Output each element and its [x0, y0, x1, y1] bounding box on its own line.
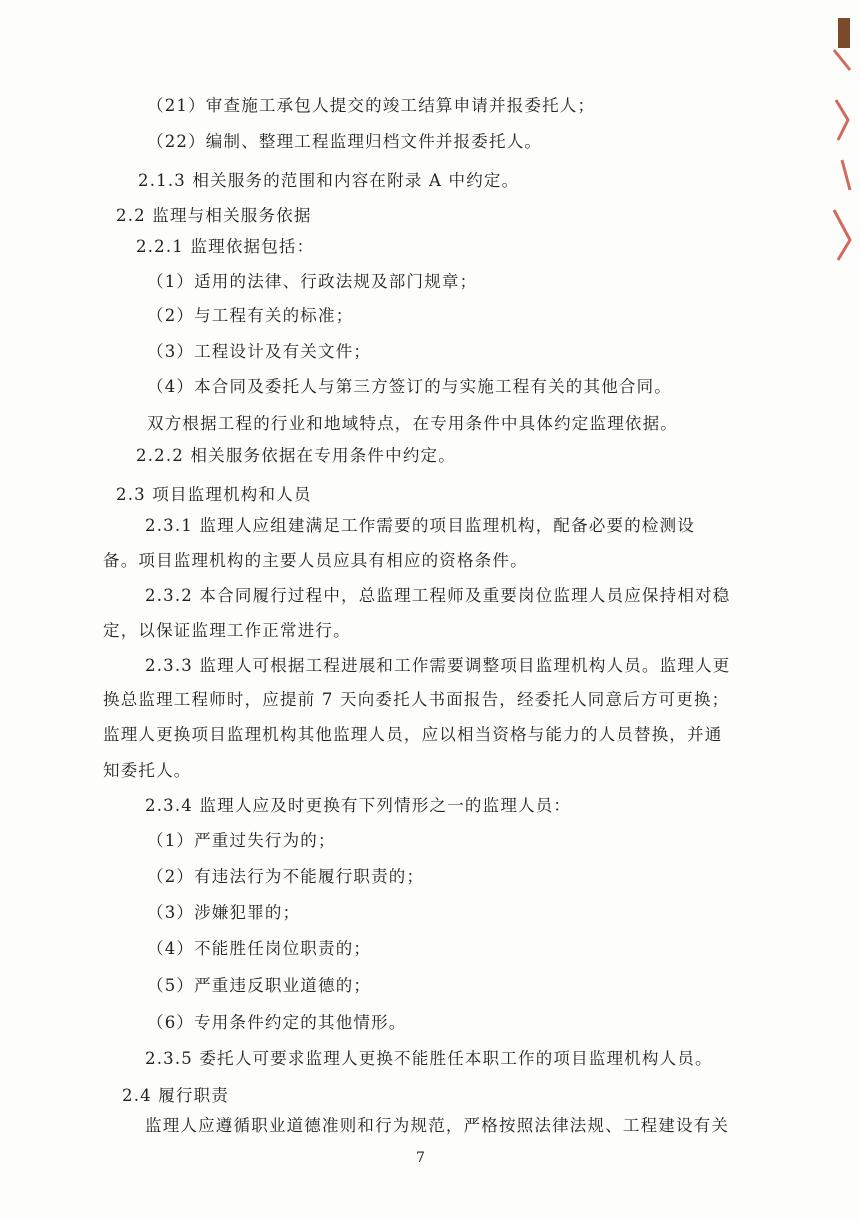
text-line: （21）审查施工承包人提交的竣工结算申请并报委托人；: [147, 96, 596, 115]
section-heading: 2.4 履行职责: [122, 1086, 230, 1105]
text-line: 2.1.3 相关服务的范围和内容在附录 A 中约定。: [138, 171, 520, 190]
list-item: （1）严重过失行为的；: [147, 831, 336, 850]
list-item: （2）与工程有关的标准；: [147, 306, 354, 325]
list-item: （3）涉嫌犯罪的；: [147, 903, 301, 922]
text-line: 2.3.2 本合同履行过程中，总监理工程师及重要岗位监理人员应保持相对稳: [145, 586, 731, 605]
text-line: 备。项目监理机构的主要人员应具有相应的资格条件。: [103, 551, 528, 570]
text-line: （22）编制、整理工程监理归档文件并报委托人。: [147, 132, 543, 151]
list-item: （4）不能胜任岗位职责的；: [147, 939, 372, 958]
list-item: （2）有违法行为不能履行职责的；: [147, 867, 425, 886]
list-item: （6）专用条件约定的其他情形。: [147, 1013, 407, 1032]
page-number: 7: [416, 1150, 425, 1166]
text-line: 定，以保证监理工作正常进行。: [103, 621, 351, 640]
text-line: 双方根据工程的行业和地域特点，在专用条件中具体约定监理依据。: [147, 414, 678, 433]
section-heading: 2.2 监理与相关服务依据: [116, 206, 312, 225]
seal-stamp-edge: [828, 40, 856, 270]
list-item: （5）严重违反职业道德的；: [147, 976, 372, 995]
text-line: 2.2.1 监理依据包括：: [136, 237, 315, 256]
list-item: （4）本合同及委托人与第三方签订的与实施工程有关的其他合同。: [147, 377, 672, 396]
text-line: 监理人应遵循职业道德准则和行为规范，严格按照法律法规、工程建设有关: [145, 1116, 730, 1135]
list-item: （3）工程设计及有关文件；: [147, 342, 372, 361]
text-line: 2.3.1 监理人应组建满足工作需要的项目监理机构，配备必要的检测设: [145, 516, 696, 535]
text-line: 换总监理工程师时，应提前 7 天向委托人书面报告，经委托人同意后方可更换；: [103, 690, 730, 709]
section-heading: 2.3 项目监理机构和人员: [116, 485, 312, 504]
text-line: 2.2.2 相关服务依据在专用条件中约定。: [136, 446, 456, 465]
text-line: 2.3.5 委托人可要求监理人更换不能胜任本职工作的项目监理机构人员。: [145, 1049, 713, 1068]
text-line: 知委托人。: [103, 761, 192, 780]
text-line: 监理人更换项目监理机构其他监理人员，应以相当资格与能力的人员替换，并通: [103, 725, 723, 744]
list-item: （1）适用的法律、行政法规及部门规章；: [147, 272, 478, 291]
text-line: 2.3.4 监理人应及时更换有下列情形之一的监理人员：: [145, 796, 572, 815]
text-line: 2.3.3 监理人可根据工程进展和工作需要调整项目监理机构人员。监理人更: [145, 656, 731, 675]
